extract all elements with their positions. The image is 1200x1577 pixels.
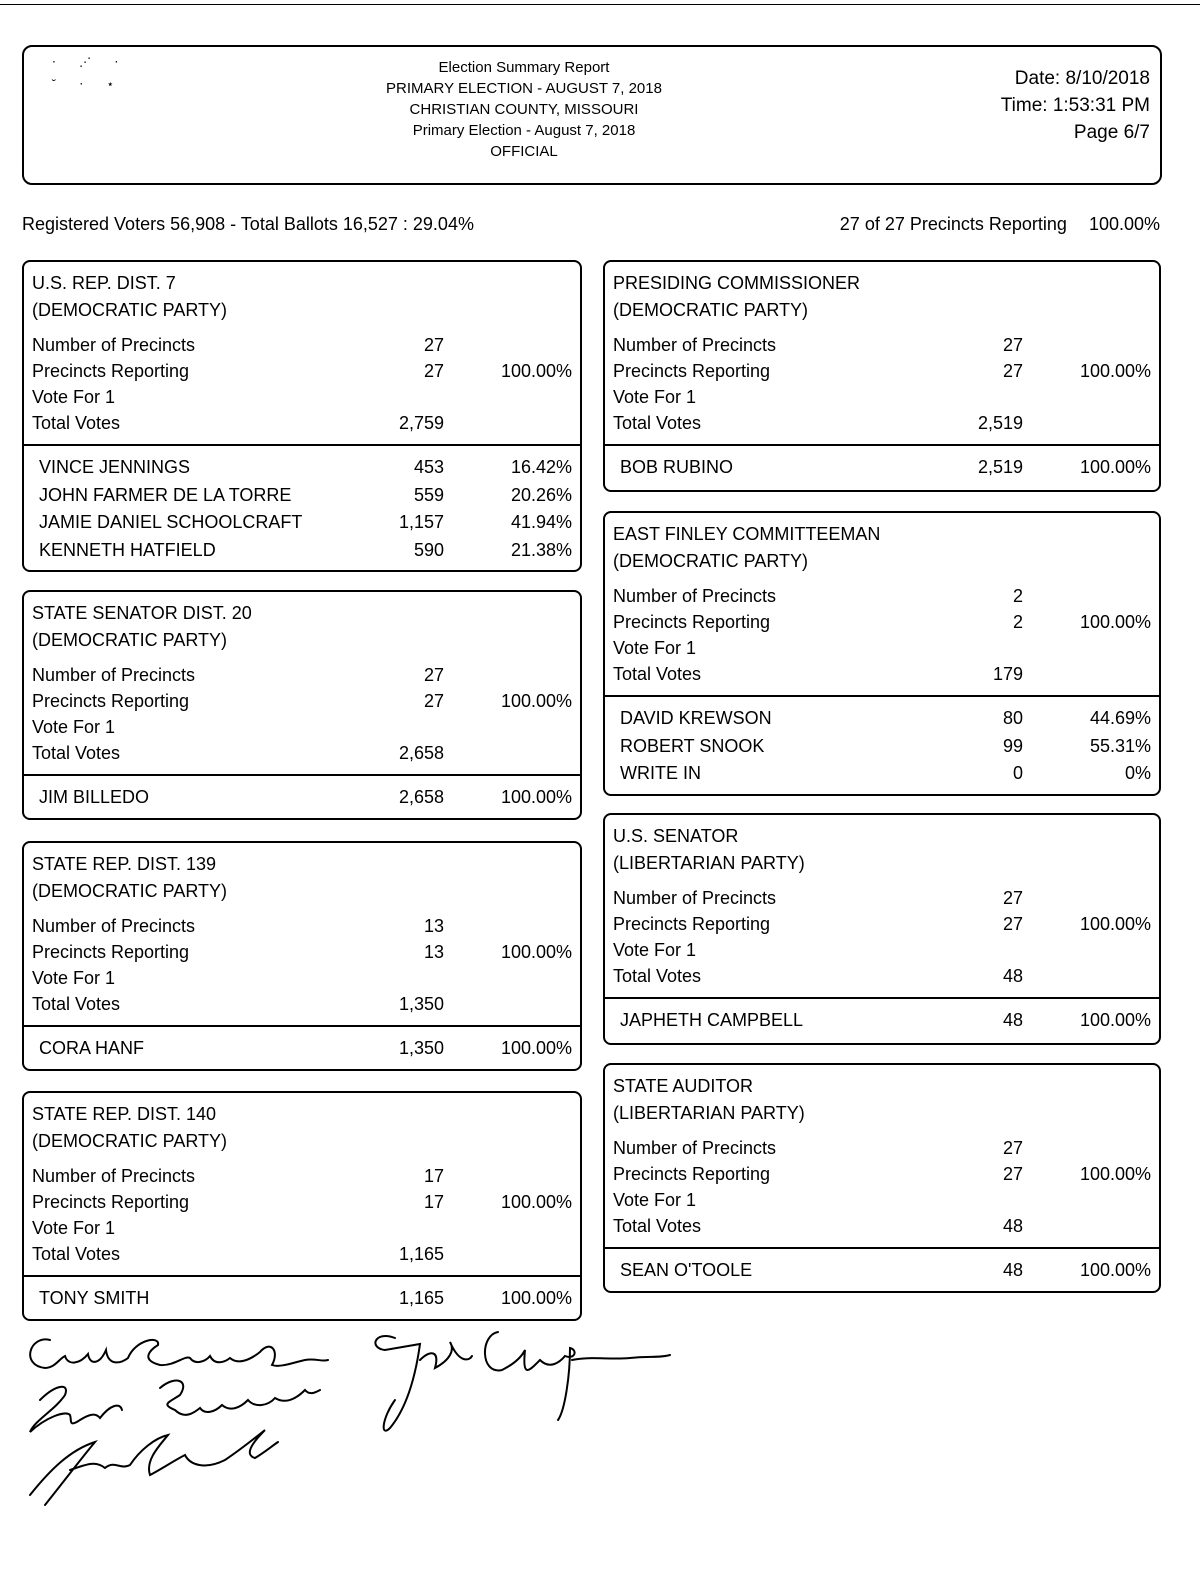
candidate-name: CORA HANF (39, 1038, 145, 1058)
race-office: STATE REP. DIST. 140 (32, 1104, 217, 1124)
candidate-percent: 20.26% (510, 484, 572, 505)
row-label: Precincts Reporting (32, 942, 190, 962)
row-label: Vote For 1 (32, 968, 116, 988)
candidate-votes: 2,658 (398, 787, 444, 807)
row-percent: 100.00% (500, 361, 572, 381)
row-value: 2 (1012, 612, 1023, 632)
precincts-summary (840, 214, 1160, 235)
candidate-votes: 559 (413, 484, 444, 505)
total-votes-row (613, 661, 1151, 687)
row-label: Precincts Reporting (613, 361, 771, 381)
precincts-reporting-row (32, 939, 572, 965)
num-precincts-row (613, 583, 1151, 609)
precincts-reporting-row (613, 609, 1151, 635)
race-box (22, 1091, 582, 1321)
candidate-name: WRITE IN (620, 763, 701, 783)
candidate-row (39, 784, 572, 810)
row-label: Vote For 1 (613, 940, 697, 960)
race-party: (LIBERTARIAN PARTY) (613, 853, 805, 873)
race-title (613, 1073, 805, 1127)
candidate-votes: 1,350 (398, 1038, 444, 1058)
candidate-percent: 100.00% (1079, 457, 1151, 477)
race-box (22, 260, 582, 572)
num-precincts-row (32, 332, 572, 358)
report-date: Date: 8/10/2018 (1014, 68, 1150, 89)
row-label: Total Votes (32, 1244, 121, 1264)
row-label: Vote For 1 (613, 638, 697, 658)
row-value: 27 (1002, 888, 1023, 908)
report-status: OFFICIAL (490, 143, 558, 160)
row-value: 27 (1002, 335, 1023, 355)
candidate-percent: 21.38% (510, 539, 572, 560)
total-votes-row (613, 963, 1151, 989)
row-percent: 100.00% (1079, 361, 1151, 381)
candidate-votes: 80 (1002, 708, 1023, 728)
vote-for-row (613, 384, 1151, 410)
race-box (603, 511, 1161, 796)
vote-for-row (32, 965, 572, 991)
signature-1 (30, 1339, 328, 1368)
race-title (32, 270, 227, 324)
candidate-row (39, 509, 572, 535)
row-label: Precincts Reporting (32, 361, 190, 381)
num-precincts-row (613, 332, 1151, 358)
row-value: 17 (423, 1192, 444, 1212)
candidate-row (620, 1257, 1151, 1283)
precincts-reporting-row (32, 358, 572, 384)
race-box (603, 813, 1161, 1045)
num-precincts-row (32, 1163, 572, 1189)
row-value: 1,165 (398, 1244, 444, 1264)
vote-for-row (613, 635, 1151, 661)
page-number: Page 6/7 (1073, 122, 1150, 143)
row-label: Vote For 1 (32, 387, 116, 407)
signature-2 (375, 1332, 670, 1431)
candidate-percent: 16.42% (510, 457, 572, 477)
race-office: EAST FINLEY COMMITTEEMAN (613, 524, 881, 544)
candidate-name: TONY SMITH (39, 1288, 150, 1308)
candidate-name: DAVID KREWSON (620, 708, 772, 728)
row-label: Vote For 1 (32, 1218, 116, 1238)
total-votes-row (613, 410, 1151, 436)
signatures (10, 1320, 710, 1520)
candidate-name: KENNETH HATFIELD (39, 539, 216, 560)
row-value: 13 (423, 942, 444, 962)
section-divider (605, 444, 1159, 446)
candidate-row (39, 537, 572, 563)
row-value: 27 (1002, 361, 1023, 381)
candidate-percent: 100.00% (1079, 1010, 1151, 1030)
vote-for-row (32, 1215, 572, 1241)
row-value: 48 (1002, 1216, 1023, 1236)
total-votes-row (613, 1213, 1151, 1239)
candidate-name: JAMIE DANIEL SCHOOLCRAFT (39, 512, 303, 532)
candidate-row (620, 705, 1151, 731)
section-divider (605, 1247, 1159, 1249)
row-value: 27 (423, 335, 444, 355)
row-label: Total Votes (32, 994, 121, 1014)
race-title (613, 521, 880, 575)
row-value: 2,658 (398, 743, 444, 763)
row-value: 27 (1002, 914, 1023, 934)
candidate-name: JAPHETH CAMPBELL (620, 1010, 804, 1030)
race-office: STATE AUDITOR (613, 1076, 754, 1096)
row-value: 27 (1002, 1164, 1023, 1184)
election-name: PRIMARY ELECTION - AUGUST 7, 2018 (386, 80, 662, 97)
report-time: Time: 1:53:31 PM (1000, 95, 1150, 116)
row-percent: 100.00% (1079, 612, 1151, 632)
candidate-row (39, 1035, 572, 1061)
vote-for-row (613, 1187, 1151, 1213)
candidate-percent: 41.94% (510, 512, 572, 532)
row-value: 2,759 (398, 413, 444, 433)
candidate-votes: 99 (1002, 735, 1023, 756)
precincts-reporting-text: 27 of 27 Precincts Reporting (839, 214, 1067, 234)
row-percent: 100.00% (500, 942, 572, 962)
candidate-percent: 0% (1124, 763, 1151, 783)
signature-4 (30, 1430, 278, 1505)
row-label: Precincts Reporting (32, 691, 190, 711)
race-box (22, 590, 582, 820)
race-party: (DEMOCRATIC PARTY) (32, 630, 228, 650)
candidate-percent: 100.00% (500, 1288, 572, 1308)
report-title: Election Summary Report (438, 59, 610, 76)
num-precincts-row (613, 1135, 1151, 1161)
race-title (32, 600, 252, 654)
candidate-votes: 590 (413, 539, 444, 560)
total-votes-row (32, 1241, 572, 1267)
candidate-row (620, 760, 1151, 786)
candidate-percent: 100.00% (500, 1038, 572, 1058)
candidate-name: JOHN FARMER DE LA TORRE (39, 484, 292, 505)
election-subtitle: Primary Election - August 7, 2018 (412, 122, 636, 139)
candidate-votes: 453 (413, 457, 444, 477)
race-party: (DEMOCRATIC PARTY) (32, 1131, 228, 1151)
row-value: 27 (423, 691, 444, 711)
total-votes-row (32, 740, 572, 766)
row-percent: 100.00% (500, 1192, 572, 1212)
candidate-votes: 0 (1012, 763, 1023, 783)
report-header (22, 45, 1162, 185)
header-meta (1001, 65, 1150, 146)
section-divider (605, 695, 1159, 697)
candidate-votes: 48 (1002, 1260, 1023, 1280)
top-rule (0, 4, 1200, 5)
race-party: (DEMOCRATIC PARTY) (32, 881, 228, 901)
row-percent: 100.00% (500, 691, 572, 711)
row-label: Number of Precincts (613, 1138, 777, 1158)
section-divider (24, 1025, 580, 1027)
race-title (613, 270, 860, 324)
row-label: Vote For 1 (613, 1190, 697, 1210)
precincts-reporting-row (32, 1189, 572, 1215)
candidate-votes: 48 (1002, 1010, 1023, 1030)
precincts-reporting-row (613, 1161, 1151, 1187)
signature-3 (30, 1381, 320, 1432)
header-center (344, 57, 704, 162)
row-label: Precincts Reporting (613, 914, 771, 934)
candidate-votes: 2,519 (977, 457, 1023, 477)
num-precincts-row (613, 885, 1151, 911)
race-title (613, 823, 805, 877)
num-precincts-row (32, 662, 572, 688)
row-label: Number of Precincts (613, 335, 777, 355)
race-office: U.S. SENATOR (613, 826, 739, 846)
row-label: Total Votes (613, 664, 702, 684)
row-value: 17 (423, 1166, 444, 1186)
row-value: 2,519 (977, 413, 1023, 433)
candidate-percent: 100.00% (500, 787, 572, 807)
row-label: Vote For 1 (32, 717, 116, 737)
row-label: Number of Precincts (32, 335, 196, 355)
vote-for-row (32, 714, 572, 740)
race-party: (DEMOCRATIC PARTY) (613, 551, 809, 571)
candidate-name: VINCE JENNINGS (39, 457, 191, 477)
section-divider (24, 774, 580, 776)
precincts-reporting-pct: 100.00% (1088, 214, 1160, 234)
race-office: STATE REP. DIST. 139 (32, 854, 217, 874)
total-votes-row (32, 991, 572, 1017)
row-value: 27 (423, 665, 444, 685)
precincts-reporting-row (613, 911, 1151, 937)
candidate-percent: 100.00% (1079, 1260, 1151, 1280)
county-name: CHRISTIAN COUNTY, MISSOURI (409, 101, 639, 118)
row-label: Vote For 1 (613, 387, 697, 407)
row-label: Number of Precincts (613, 586, 777, 606)
row-value: 179 (992, 664, 1023, 684)
race-party: (LIBERTARIAN PARTY) (613, 1103, 805, 1123)
section-divider (24, 444, 580, 446)
candidate-name: BOB RUBINO (620, 457, 734, 477)
precincts-reporting-row (613, 358, 1151, 384)
section-divider (605, 997, 1159, 999)
race-title (32, 1101, 227, 1155)
row-label: Total Votes (613, 966, 702, 986)
row-label: Number of Precincts (32, 916, 196, 936)
candidate-name: JIM BILLEDO (39, 787, 150, 807)
row-label: Number of Precincts (613, 888, 777, 908)
candidate-votes: 1,165 (398, 1288, 444, 1308)
row-value: 1,350 (398, 994, 444, 1014)
total-votes-row (32, 410, 572, 436)
vote-for-row (32, 384, 572, 410)
race-title (32, 851, 227, 905)
row-value: 27 (1002, 1138, 1023, 1158)
row-value: 2 (1012, 586, 1023, 606)
row-label: Total Votes (32, 413, 121, 433)
row-label: Total Votes (32, 743, 121, 763)
row-label: Total Votes (613, 413, 702, 433)
candidate-row (39, 482, 572, 508)
candidate-row (39, 454, 572, 480)
row-label: Number of Precincts (32, 1166, 196, 1186)
race-office: STATE SENATOR DIST. 20 (32, 603, 252, 623)
race-office: U.S. REP. DIST. 7 (32, 273, 176, 293)
candidate-name: SEAN O'TOOLE (620, 1260, 753, 1280)
row-label: Precincts Reporting (613, 1164, 771, 1184)
row-percent: 100.00% (1079, 1164, 1151, 1184)
row-label: Total Votes (613, 1216, 702, 1236)
row-label: Number of Precincts (32, 665, 196, 685)
registered-voters-summary: Registered Voters 56,908 - Total Ballots 16,527 : 29.04% (22, 214, 474, 234)
candidate-row (620, 733, 1151, 759)
candidate-row (620, 454, 1151, 480)
row-percent: 100.00% (1079, 914, 1151, 934)
precincts-reporting-row (32, 688, 572, 714)
row-value: 27 (423, 361, 444, 381)
race-office: PRESIDING COMMISSIONER (613, 273, 861, 293)
row-value: 13 (423, 916, 444, 936)
candidate-row (39, 1285, 572, 1311)
candidate-name: ROBERT SNOOK (620, 735, 765, 756)
candidate-row (620, 1007, 1151, 1033)
scan-marks: ⋅ ⋰ ⋅ ˘ ⋅ ⋆ (52, 55, 129, 91)
num-precincts-row (32, 913, 572, 939)
race-box (603, 260, 1161, 492)
row-value: 48 (1002, 966, 1023, 986)
race-box (603, 1063, 1161, 1293)
candidate-percent: 55.31% (1089, 735, 1151, 756)
vote-for-row (613, 937, 1151, 963)
candidate-percent: 44.69% (1089, 708, 1151, 728)
race-box (22, 841, 582, 1071)
section-divider (24, 1275, 580, 1277)
race-party: (DEMOCRATIC PARTY) (613, 300, 809, 320)
row-label: Precincts Reporting (32, 1192, 190, 1212)
race-party: (DEMOCRATIC PARTY) (32, 300, 228, 320)
row-label: Precincts Reporting (613, 612, 771, 632)
candidate-votes: 1,157 (398, 512, 444, 532)
